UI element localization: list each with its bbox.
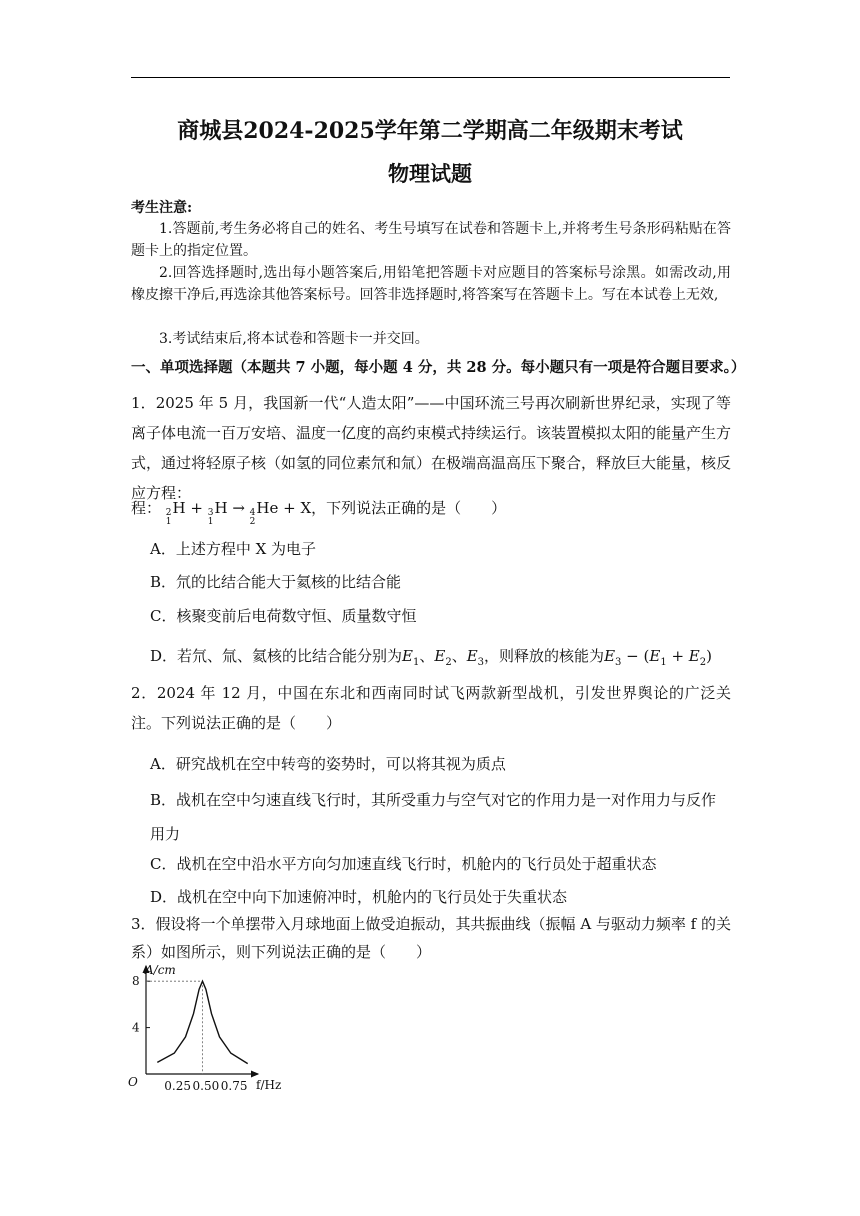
question-1-option-b: B．氘的比结合能大于氦核的比结合能 <box>150 573 402 591</box>
exam-subtitle: 物理试题 <box>388 161 472 186</box>
y-tick-label: 8 <box>132 974 140 989</box>
question-1-formula: 程： 2 1 H + 3 1 H → 4 2 He + X，下列说法正确的是（ ） <box>131 499 507 527</box>
x-tick-label: 0.75 <box>220 1079 248 1092</box>
notice-item-3: 3.考试结束后,将本试卷和答题卡一并交回。 <box>159 331 429 347</box>
y-tick-label: 4 <box>132 1020 140 1035</box>
formula-label: 程： <box>131 499 162 517</box>
x-tick-label: 0.50 <box>192 1079 220 1092</box>
y-axis-label: A/cm <box>145 963 176 977</box>
question-1-option-a: A．上述方程中 X 为电子 <box>150 540 317 558</box>
question-2-option-d: D．战机在空中向下加速俯冲时，机舱内的飞行员处于失重状态 <box>150 888 568 906</box>
origin-label: O <box>128 1075 138 1089</box>
notice-item-2: 2.回答选择题时,选出每小题答案后,用铅笔把答题卡对应题目的答案标号涂黑。如需改动,用橡皮擦干净后,再选涂其他答案标号。回答非选择题时,将答案写在答题卡上。写在本试卷上无效, <box>131 265 731 303</box>
question-1-option-c: C．核聚变前后电荷数守恒、质量数守恒 <box>150 607 417 625</box>
question-1-stem: 1．2025 年 5 月，我国新一代“人造太阳”——中国环流三号再次刷新世界纪录，实现了等离子体电流一百万安培、温度一亿度的高约束模式持续运行。该装置模拟太阳的能量产生方式，通过将轻原子核（如氢的同位素氘和氚）在极端高温高压下聚合，释放巨大能量，核反应方程： <box>131 394 732 502</box>
question-2-option-c: C．战机在空中沿水平方向匀加速直线飞行时，机舱内的飞行员处于超重状态 <box>150 855 657 873</box>
question-2-stem: 2．2024 年 12 月，中国在东北和西南同时试飞两款新型战机，引发世界舆论的广泛关注。下列说法正确的是（ ） <box>131 684 731 732</box>
question-2-option-b: B．战机在空中匀速直线飞行时，其所受重力与空气对它的作用力是一对作用力与反作用力 <box>150 791 717 843</box>
formula-tail: ，下列说法正确的是（ ） <box>311 499 507 517</box>
x-axis-label: f/Hz <box>256 1078 282 1092</box>
question-3-stem: 3．假设将一个单摆带入月球地面上做受迫振动，其共振曲线（振幅 A 与驱动力频率 f 的关系）如图所示，则下列说法正确的是（ ） <box>131 915 732 961</box>
section-heading: 一、单项选择题（本题共 7 小题，每小题 4 分，共 28 分。每小题只有一项是符合题目要求。） <box>131 359 746 376</box>
notice-item-1: 1.答题前,考生务必将自己的姓名、考生号填写在试卷和答题卡上,并将考生号条形码粘贴在答题卡上的指定位置。 <box>131 221 731 259</box>
x-tick-label: 0.25 <box>164 1079 191 1092</box>
notice-heading: 考生注意: <box>131 200 193 216</box>
header-rule <box>131 77 730 78</box>
resonance-curve-chart <box>120 962 300 1092</box>
question-1-option-d: D．若氘、氚、氦核的比结合能分别为$E_1$、$E_2$、$E_3$，则释放的核能为$E_3 - (E_1 + E_2)$ <box>150 647 712 668</box>
exam-title: 商城县2024-2025学年第二学期高二年级期末考试 <box>177 118 683 144</box>
question-2-option-a: A．研究战机在空中转弯的姿势时，可以将其视为质点 <box>150 755 506 773</box>
